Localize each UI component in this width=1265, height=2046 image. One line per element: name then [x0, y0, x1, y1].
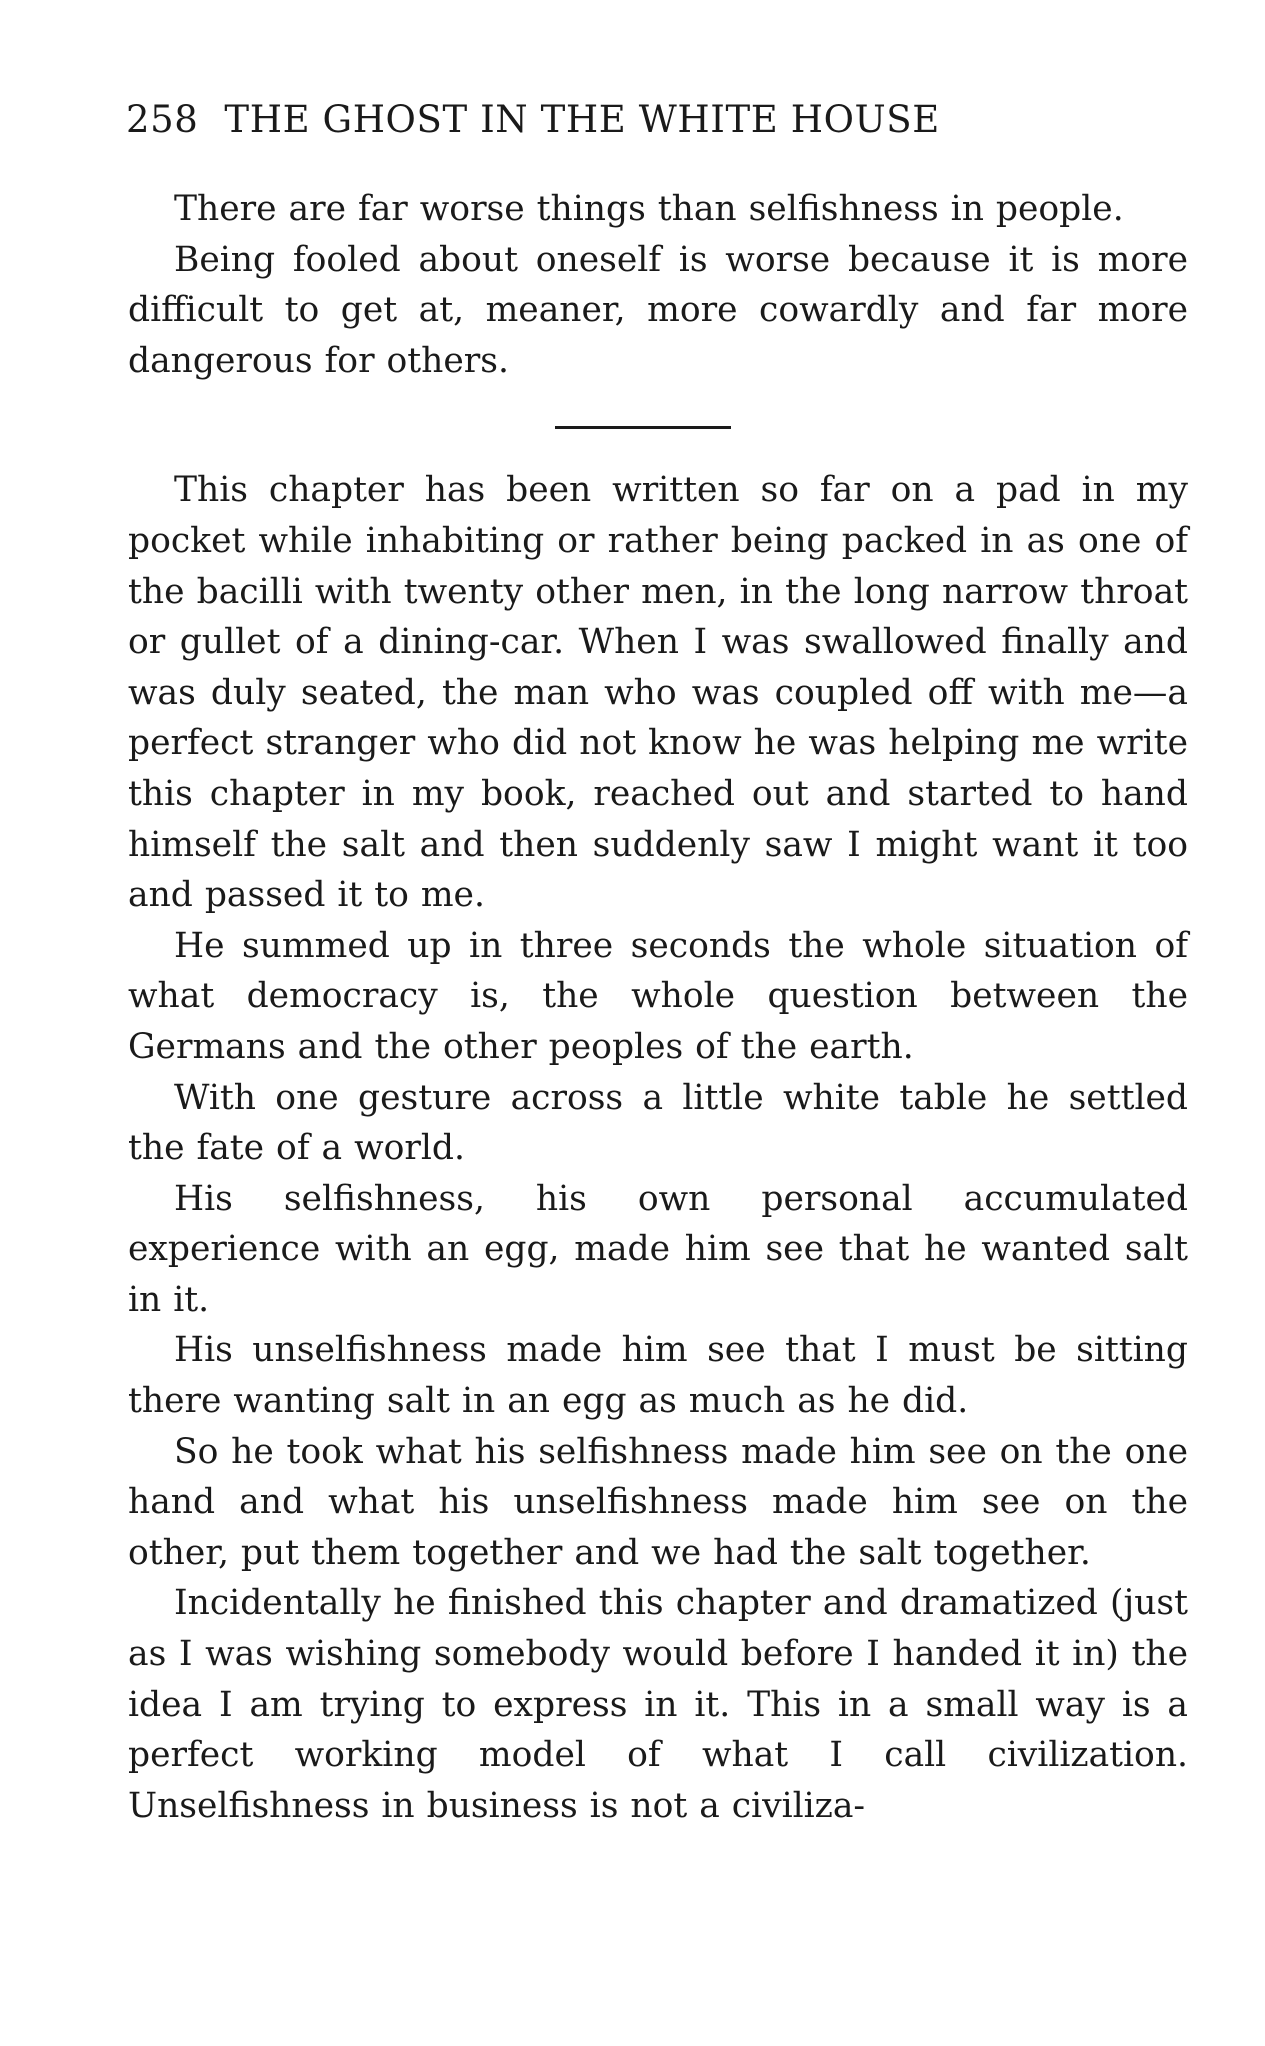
paragraph: There are far worse things than selfishness in people.: [174, 189, 1124, 229]
paragraph: His selfishness, his own personal accumulated experience with an egg, made him see that he wanted salt in it.: [128, 1178, 1188, 1320]
paragraph: Incidentally he finished this chapter and dramatized (just as I was wishing somebody would before I handed it in) the idea I am trying to express in it. This in a small way is a perfect working model of what I call civilization. Unselfishness in business is not a civiliza-: [128, 1583, 1188, 1826]
body-text: [128, 184, 1188, 1831]
running-title: THE GHOST IN THE WHITE HOUSE: [224, 98, 940, 141]
paragraph: This chapter has been written so far on a pad in my pocket while inhabiting or rather being packed in as one of the bacilli with twenty other men, in the long narrow throat or gullet of a dining-car. When I was swallowed finally and was duly seated, the man who was coupled off with me—a perfect stranger who did not know he was helping me write this chapter in my book, reached out and started to hand himself the salt and then suddenly saw I might want it too and passed it to me.: [128, 470, 1188, 916]
paragraph: With one gesture across a little white table he settled the fate of a world.: [128, 1077, 1188, 1169]
paragraph: So he took what his selfishness made him see on the one hand and what his unselfishness made him see on the other, put them together and we had the salt together.: [128, 1431, 1188, 1573]
running-head: [126, 98, 1066, 142]
paragraph: His unselfishness made him see that I must be sitting there wanting salt in an egg as much as he did.: [128, 1330, 1188, 1422]
page-number: 258: [126, 98, 199, 141]
paragraph: He summed up in three seconds the whole situation of what democracy is, the whole question between the Germans and the other peoples of the earth.: [128, 925, 1188, 1067]
section-divider: [555, 426, 731, 429]
paragraph: Being fooled about oneself is worse because it is more difficult to get at, meaner, more cowardly and far more dangerous for others.: [128, 239, 1188, 381]
